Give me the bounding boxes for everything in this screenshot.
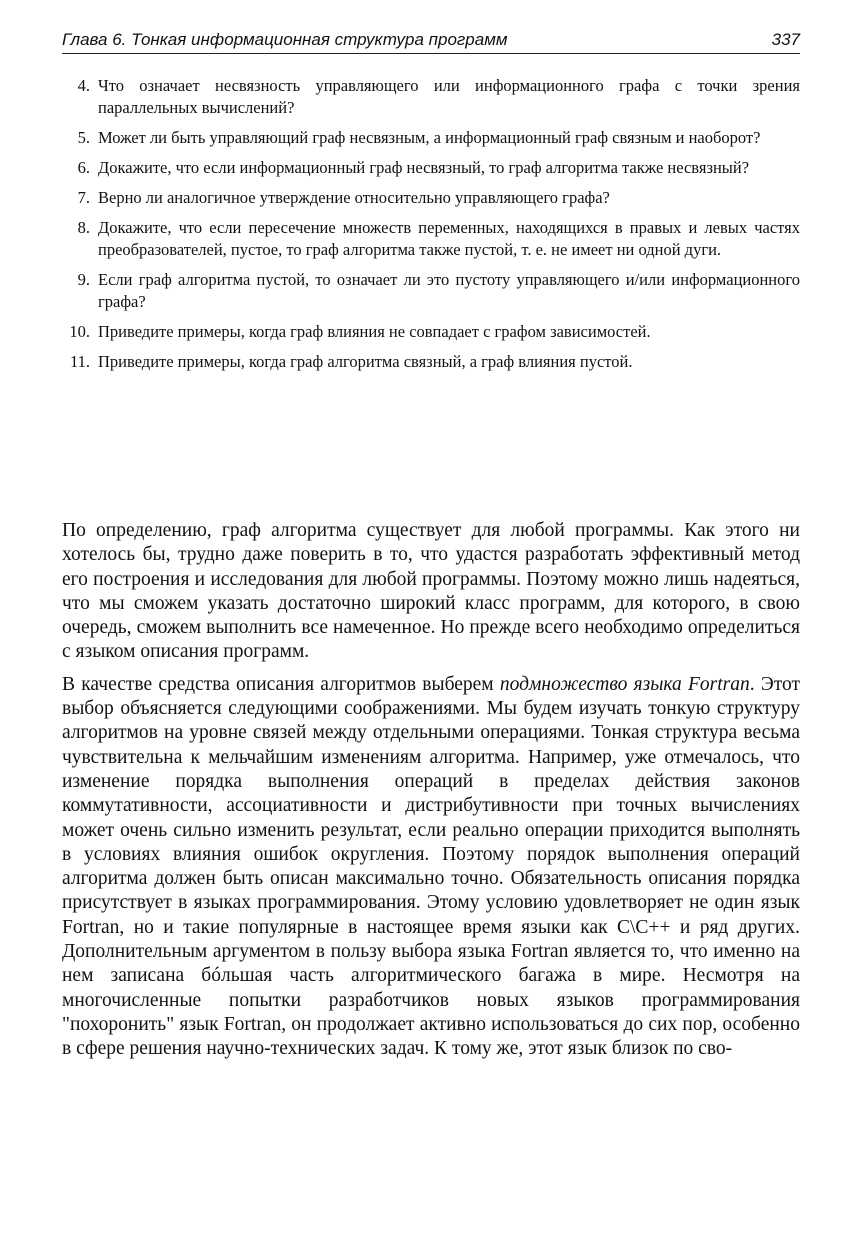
paragraph-body: . Этот выбор объясняется следующими соображениями. Мы будем изучать тонкую структуру алгоритмов на уровне связей между отдельными операциями. Тонкая структура весьма чувствительна к мельчайшим изменениям алгоритма. Например, уже отмечалось, что изменение порядка выполнения операций в пределах действия законов коммутативности, ассоциативности и дистрибутивности при точных вычислениях может очень сильно изменить результат, если реально операции приходится выполнять в условиях влияния ошибок округления. Поэтому порядок выполнения операций алгоритма должен быть описан максимально точно. Обязательность описания порядка присутствует в языках программирования. Этому условию удовлетворяет не один язык Fortran, но и такие популярные в настоящее время языки как C\C++ и ряд других. Дополнительным аргументом в пользу выбора языка Fortran является то, что именно на нем записана бóльшая часть алгоритмического багажа в мире. Несмотря на многочисленные попытки разработчиков новых языков программирования "похоронить" язык Fortran, он продолжает активно использоваться до сих пор, особенно в сфере решения научно-технических задач. К тому же, этот язык близок по сво- xyxy=(62,673,800,1060)
question-text: Может ли быть управляющий граф несвязным, а информационный граф связным и наоборот? xyxy=(98,128,761,147)
question-item xyxy=(62,269,800,313)
question-item xyxy=(62,351,800,373)
question-item xyxy=(62,157,800,179)
question-number: 10. xyxy=(69,322,90,341)
page-number: 337 xyxy=(771,30,800,49)
question-number: 8. xyxy=(77,218,90,237)
question-item xyxy=(62,187,800,209)
question-number: 4. xyxy=(77,76,90,95)
question-item xyxy=(62,127,800,149)
question-item xyxy=(62,75,800,119)
question-number: 5. xyxy=(77,128,90,147)
paragraph-intro: В качестве средства описания алгоритмов выберем xyxy=(62,673,500,695)
question-text: Докажите, что если пересечение множеств переменных, находящихся в правых и левых частях преобразователей, пустое, то граф алгоритма также пустой, т. е. не имеет ни одной дуги. xyxy=(98,218,800,259)
main-text xyxy=(62,519,800,1070)
question-number: 6. xyxy=(77,158,90,177)
paragraph: По определению, граф алгоритма существует для любой программы. Как этого ни хотелось бы, трудно даже поверить в то, что удастся разработать эффективный метод его построения и исследования для любой программы. Поэтому можно лишь надеяться, что мы сможем указать достаточно широкий класс программ, для которого, в свою очередь, сможем выполнить все намеченное. Но прежде всего необходимо определиться с языком описания программ. xyxy=(62,520,800,663)
running-header xyxy=(62,29,800,54)
emphasized-term: подмножество языка Fortran xyxy=(499,673,750,695)
paragraph xyxy=(62,673,800,1062)
question-text: Верно ли аналогичное утверждение относительно управляющего графа? xyxy=(98,188,610,207)
chapter-title: Глава 6. Тонкая информационная структура программ xyxy=(62,30,508,49)
question-text: Приведите примеры, когда граф влияния не совпадает с графом зависимостей. xyxy=(98,322,651,341)
review-questions-list xyxy=(62,75,800,381)
question-number: 11. xyxy=(69,352,90,371)
question-item xyxy=(62,217,800,261)
question-text: Что означает несвязность управляющего или информационного графа с точки зрения параллельных вычислений? xyxy=(98,76,800,117)
question-text: Если граф алгоритма пустой, то означает ли это пустоту управляющего и/или информационного графа? xyxy=(98,270,800,311)
question-number: 7. xyxy=(77,188,90,207)
question-number: 9. xyxy=(77,270,90,289)
question-item xyxy=(62,321,800,343)
question-text: Докажите, что если информационный граф несвязный, то граф алгоритма также несвязный? xyxy=(98,158,750,177)
question-text: Приведите примеры, когда граф алгоритма связный, а граф влияния пустой. xyxy=(98,352,633,371)
